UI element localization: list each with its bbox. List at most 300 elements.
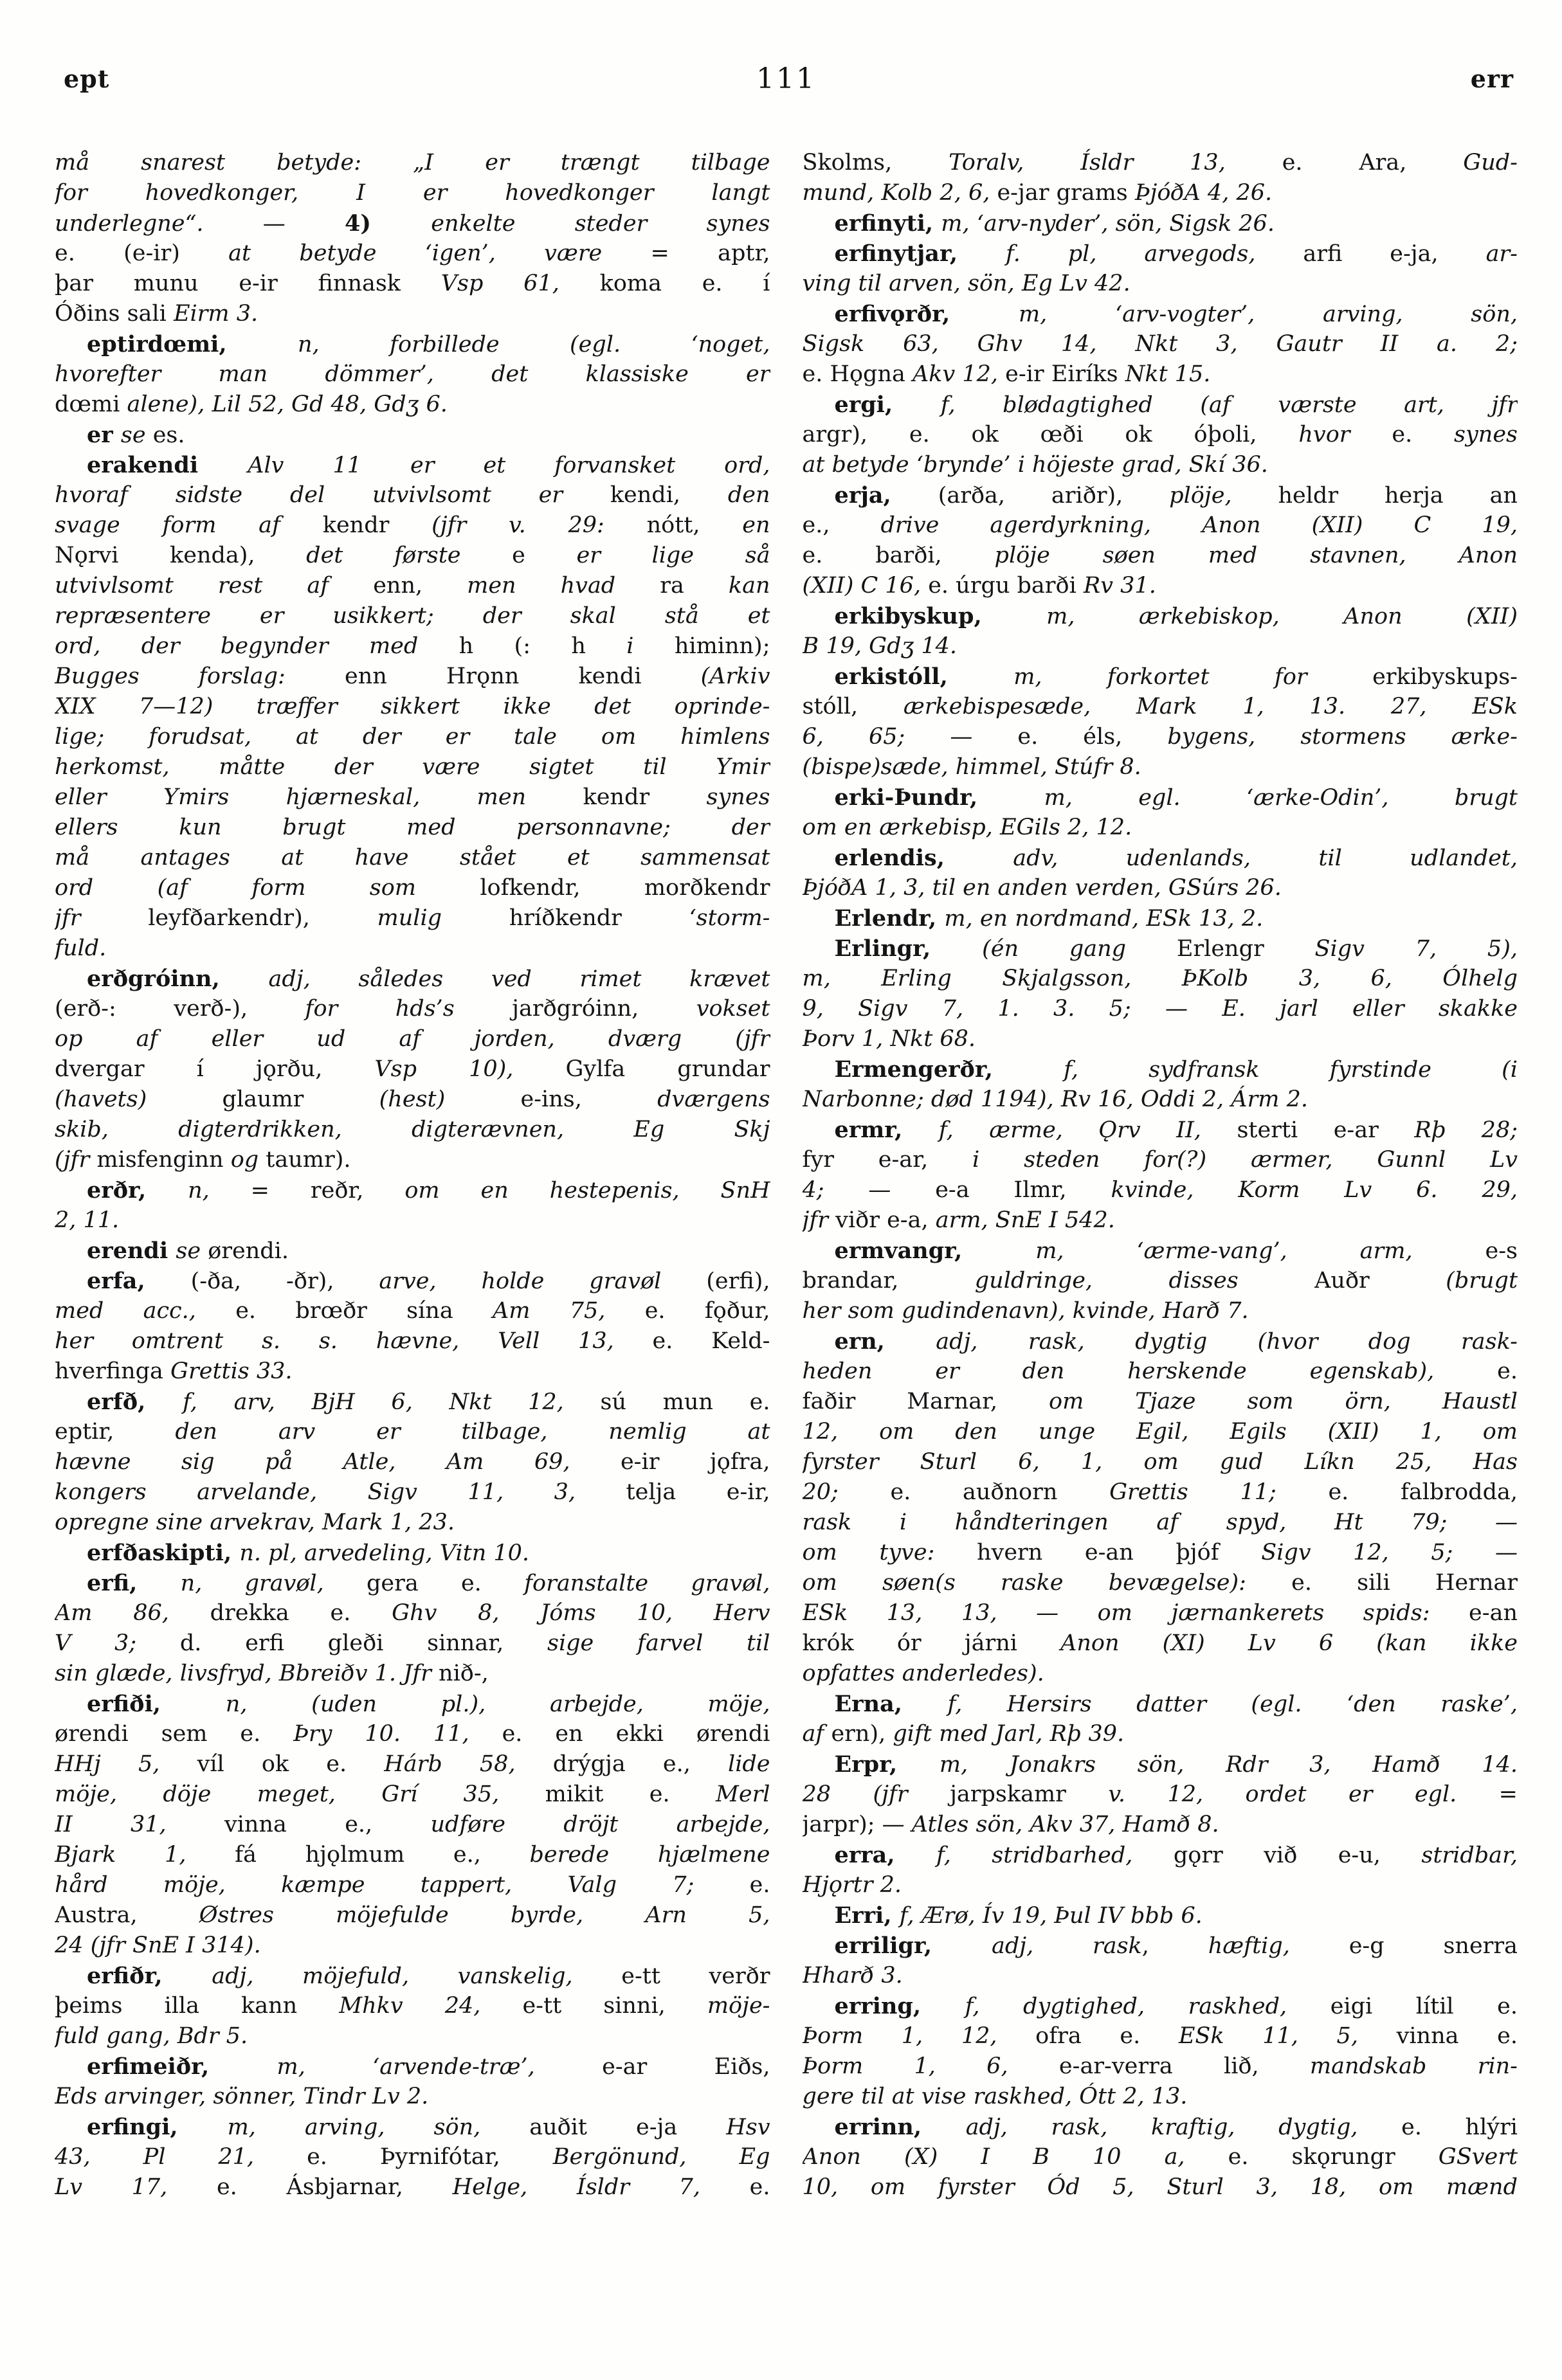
text-segment: II 31, — [55, 1812, 224, 1837]
text-line — [803, 722, 1518, 752]
text-segment: m, ‘arv-vogter’, arving, sön, — [1018, 302, 1518, 327]
text-segment: det første — [306, 543, 513, 568]
text-segment: e-ar Eiðs, — [602, 2054, 770, 2080]
text-segment: 28 (jfr — [802, 1781, 950, 1807]
text-segment: mund, Kolb 2, 6, — [802, 180, 997, 206]
text-segment: Toralv, Ísldr 13, — [949, 150, 1282, 176]
headword: erfimeiðr, — [87, 2053, 277, 2080]
text-line — [803, 2112, 1518, 2142]
text-segment: (bispe)sæde, himmel, Stúfr 8. — [802, 754, 1141, 780]
text-segment: e. skǫrungr — [1228, 2144, 1439, 2170]
text-segment: Þorm 1, 12, — [802, 2023, 1036, 2049]
text-segment: 10, om fyrster Ód 5, Sturl 3, 18, om mænd — [802, 2174, 1518, 2200]
text-line — [55, 1447, 770, 1477]
text-line — [55, 450, 770, 480]
text-segment: jfr — [55, 905, 149, 931]
left-column — [55, 148, 770, 2203]
headword: erfivǫrðr, — [834, 301, 1019, 327]
text-segment: (XII) C 16, — [802, 573, 929, 599]
headword: erfinyti, — [834, 210, 941, 237]
text-line — [803, 903, 1518, 933]
text-segment: foranstalte gravøl, — [524, 1571, 770, 1596]
headword: erfiði, — [87, 1691, 226, 1717]
text-line — [803, 1175, 1518, 1205]
text-line — [55, 2112, 770, 2142]
headword: erra, — [834, 1842, 937, 1868]
text-line — [803, 359, 1518, 390]
headword: Erpr, — [834, 1751, 940, 1778]
text-segment: Nǫrvi kenda), — [55, 543, 307, 568]
headword: erlendis, — [834, 845, 1013, 871]
text-segment: m, en nordmand, ESk 13, 2. — [944, 906, 1264, 932]
text-line — [55, 1659, 770, 1689]
text-segment: Sigv 7, 5), — [1314, 936, 1518, 962]
text-segment: f, sydfransk fyrstinde (i — [1064, 1057, 1518, 1083]
text-segment: e. Keld- — [652, 1328, 770, 1354]
text-segment: e. úrgu barði — [928, 573, 1084, 599]
text-segment: Helge, Ísldr 7, — [452, 2174, 750, 2200]
text-segment: (Arkiv — [700, 663, 770, 689]
headword: Erlendr, — [834, 905, 945, 932]
text-segment: gere til at vise raskhed, Ótt 2, 13. — [802, 2084, 1188, 2109]
text-line — [803, 178, 1518, 208]
text-segment: men hvad — [467, 573, 660, 599]
text-line — [803, 1719, 1518, 1749]
text-segment: B 19, Gdʒ 14. — [802, 633, 958, 659]
text-segment: e. — [1392, 422, 1455, 447]
text-segment: ving til arven, sön, Eg Lv 42. — [802, 271, 1131, 296]
text-segment: om søen(s raske bevægelse): — [802, 1570, 1292, 1596]
text-segment: f, dygtighed, raskhed, — [965, 1994, 1330, 2019]
headword: Erri, — [834, 1902, 900, 1929]
text-segment: af — [802, 1721, 831, 1747]
text-line — [55, 1266, 770, 1296]
text-segment: enn Hrǫnn kendi — [344, 663, 701, 689]
text-segment: er lige så — [576, 543, 770, 568]
text-segment: Anon (XI) Lv 6 (kan ikke — [1060, 1630, 1518, 1656]
text-line — [55, 1780, 770, 1810]
text-segment: se — [176, 1238, 208, 1264]
text-line — [55, 994, 770, 1024]
text-line — [55, 148, 770, 178]
text-segment: m, forkortet for — [1013, 664, 1373, 690]
text-segment: jfr — [802, 1207, 836, 1233]
text-segment: Bjark 1, — [55, 1842, 235, 1868]
text-segment: faðir Marnar, — [802, 1389, 1049, 1414]
text-line — [55, 813, 770, 843]
text-segment: heden er den herskende egenskab), — [802, 1358, 1498, 1384]
text-line — [55, 662, 770, 692]
text-segment: 43, Pl 21, — [55, 2144, 307, 2170]
text-line — [55, 1024, 770, 1054]
text-segment: om en ærkebisp, EGils 2, 12. — [802, 815, 1132, 840]
text-segment: og — [230, 1147, 266, 1173]
text-segment: koma e. í — [599, 271, 770, 296]
text-segment: kendr — [322, 512, 432, 538]
text-line — [55, 782, 770, 813]
text-line — [55, 2051, 770, 2082]
text-segment: m, Erling Skjalgsson, ÞKolb 3, 6, Ólhelg — [802, 966, 1518, 991]
text-segment: f, blødagtighed (af værste art, jfr — [940, 392, 1518, 418]
text-segment: hríðkendr — [509, 905, 689, 931]
text-columns — [55, 148, 1518, 2203]
text-segment: Am 86, — [55, 1600, 210, 1626]
text-segment: Sigv 12, 5; — — [1261, 1540, 1518, 1565]
text-segment: 4; — — [802, 1177, 936, 1203]
headword: erendi — [87, 1238, 176, 1264]
text-line — [803, 601, 1518, 631]
text-segment: möje- — [707, 1993, 770, 2019]
text-segment: synes — [706, 784, 770, 810]
text-segment: mandskab rin- — [1309, 2053, 1518, 2079]
text-segment: m, ærkebiskop, Anon (XII) — [1046, 604, 1518, 629]
text-segment: e. falbrodda, — [1328, 1479, 1518, 1505]
text-segment: ar- — [1485, 241, 1518, 267]
text-segment: Auðr — [1314, 1268, 1446, 1294]
text-segment: möje, döje meget, Grí 35, — [55, 1781, 545, 1807]
text-segment: Akv 12, — [913, 361, 1006, 387]
text-segment: enn, — [373, 573, 468, 599]
text-segment: = reðr, — [250, 1178, 405, 1204]
text-line — [803, 631, 1518, 662]
text-segment: en — [742, 512, 770, 538]
text-segment: e-ir jǫfra, — [620, 1449, 770, 1475]
text-segment: v. 12, ordet er egl. = — [1108, 1781, 1518, 1807]
text-segment: (arða, ariðr), — [938, 483, 1170, 509]
text-segment: e. — [749, 1872, 770, 1898]
text-segment: mikit e. — [545, 1781, 716, 1807]
text-segment: argr), e. ok œði ok óþoli, — [802, 422, 1299, 447]
text-line — [55, 601, 770, 631]
text-segment: drýgja e., — [552, 1751, 728, 1777]
headword: 4) — [345, 210, 431, 237]
text-segment: Hjǫrtr 2. — [802, 1872, 902, 1898]
text-segment: enkelte steder synes — [431, 211, 770, 237]
text-segment: Sigsk 63, Ghv 14, Nkt 3, Gautr II a. 2; — [802, 331, 1518, 357]
text-line — [803, 1115, 1518, 1145]
text-line — [803, 2021, 1518, 2051]
text-segment: svage form af — [55, 512, 323, 538]
text-segment: hævne sig på Atle, Am 69, — [55, 1449, 621, 1475]
text-line — [803, 1447, 1518, 1477]
text-segment: Lv 17, — [55, 2174, 217, 2200]
text-line — [803, 1357, 1518, 1387]
text-segment: nótt, — [646, 512, 743, 538]
text-segment: sú mun e. — [600, 1389, 770, 1415]
text-segment: ESk 13, 13, — om jærnankerets spids: — [802, 1600, 1469, 1626]
text-line — [55, 1840, 770, 1870]
text-line — [803, 329, 1518, 359]
text-line — [803, 1538, 1518, 1568]
text-line — [803, 1780, 1518, 1810]
text-line — [55, 359, 770, 390]
headword: erðgróinn, — [87, 966, 269, 992]
text-segment: e. sili Hernar — [1291, 1570, 1518, 1596]
text-line — [55, 692, 770, 722]
text-segment: lige; forudsat, at der er tale om himlens — [55, 724, 770, 750]
text-segment: med acc., — [55, 1298, 236, 1324]
text-segment: glaumr — [222, 1086, 379, 1112]
text-segment: gera e. — [367, 1571, 525, 1596]
text-line — [55, 1175, 770, 1205]
text-line — [55, 1810, 770, 1840]
text-segment: þar munu e-ir finnask — [55, 271, 441, 296]
text-line — [803, 1961, 1518, 1991]
text-segment: Austra, — [55, 1902, 199, 1928]
text-line — [803, 390, 1518, 420]
text-segment: 6, 65; — — [802, 724, 1018, 750]
text-line — [55, 903, 770, 933]
text-line — [803, 1870, 1518, 1900]
text-line — [803, 510, 1518, 541]
text-line — [803, 662, 1518, 692]
text-segment: Merl — [716, 1781, 770, 1807]
text-segment: (hest) — [379, 1086, 521, 1112]
text-segment: e-ir Eiríks — [1005, 361, 1125, 387]
text-segment: Erlengr — [1176, 936, 1315, 962]
page-number: 111 — [756, 62, 816, 95]
text-segment: drekka e. — [210, 1600, 392, 1626]
text-line — [803, 1689, 1518, 1719]
text-segment: e-tt verðr — [621, 1963, 770, 1989]
text-segment: for hds’s — [305, 996, 513, 1022]
text-segment: víl ok e. — [197, 1751, 385, 1777]
headword: ergi, — [834, 392, 941, 418]
text-segment: Ghv 8, Jóms 10, Herv — [392, 1600, 770, 1626]
text-line — [803, 752, 1518, 782]
text-segment: Rþ 28; — [1414, 1117, 1518, 1143]
text-line — [803, 1236, 1518, 1266]
text-segment: 24 (jfr SnE I 314). — [55, 1933, 261, 1958]
text-line — [55, 299, 770, 329]
text-segment: opfattes anderledes). — [802, 1661, 1044, 1686]
text-segment: berede hjælmene — [529, 1842, 770, 1868]
text-line — [55, 1961, 770, 1991]
text-line — [55, 1870, 770, 1900]
text-segment: se — [120, 422, 153, 448]
text-segment: jarpr); — [802, 1812, 882, 1837]
text-segment: fá hjǫlmum e., — [235, 1842, 530, 1868]
text-segment: adj, således ved rimet krævet — [268, 966, 770, 992]
headword: erring, — [834, 1993, 965, 2019]
text-segment: eigi lítil e. — [1330, 1994, 1518, 2019]
text-segment: Þorv 1, Nkt 68. — [802, 1026, 976, 1052]
text-segment: vinna e., — [224, 1812, 431, 1837]
text-line — [55, 1054, 770, 1085]
text-segment: rask i håndteringen af spyd, Ht 79; — — [802, 1510, 1518, 1535]
text-line — [803, 1054, 1518, 1085]
text-line — [55, 1205, 770, 1236]
text-segment: adj, rask — [991, 1933, 1142, 1959]
text-segment: Hárb 58, — [384, 1751, 553, 1777]
text-segment: sterti e-ar — [1237, 1117, 1415, 1143]
text-line — [55, 2142, 770, 2172]
text-line — [55, 1296, 770, 1326]
text-segment: f, ærme, Ǫrv II, — [938, 1117, 1237, 1143]
text-segment: (brugt — [1446, 1268, 1518, 1294]
text-line — [55, 1145, 770, 1175]
headword: erriligr, — [834, 1933, 992, 1959]
text-segment: e. auðnorn — [890, 1479, 1110, 1505]
text-line — [803, 1024, 1518, 1054]
text-segment: e-a Ilmr, — [935, 1177, 1111, 1203]
headword: Erlingr, — [834, 935, 983, 962]
text-segment: arve, holde gravøl — [379, 1268, 707, 1294]
text-line — [803, 994, 1518, 1024]
text-segment: den arv er tilbage, nemlig at — [175, 1419, 770, 1445]
text-segment: m, ‘ærme-vang’, arm, — [1035, 1238, 1485, 1264]
headword: er — [87, 422, 121, 448]
text-segment: Skolms, — [802, 150, 949, 176]
headword: erfi, — [87, 1570, 181, 1596]
text-segment: at betyde ‘igen’, være — [228, 240, 651, 266]
text-line — [55, 1477, 770, 1508]
text-segment: ofra e. — [1035, 2023, 1179, 2049]
headword: errinn, — [834, 2114, 966, 2140]
text-line — [55, 2082, 770, 2112]
text-line — [803, 571, 1518, 601]
text-segment: dvergar í jǫrðu, — [55, 1056, 375, 1082]
text-segment: skib, digterdrikken, digterævnen, Eg Skj — [55, 1117, 770, 1142]
text-segment: e. fǫður, — [644, 1298, 770, 1324]
text-line — [55, 510, 770, 541]
text-line — [803, 2142, 1518, 2172]
text-line — [803, 480, 1518, 510]
text-segment: ESk 11, 5, — [1178, 2023, 1397, 2049]
text-segment: ÞjóðA 4, 26. — [1134, 180, 1273, 206]
text-line — [55, 1508, 770, 1538]
text-line — [803, 1659, 1518, 1689]
text-segment: kvinde, Korm Lv 6. 29, — [1111, 1177, 1518, 1203]
text-line — [55, 1417, 770, 1447]
text-segment: må snarest betyde: „I er trængt tilbage — [55, 150, 770, 176]
text-segment: hvern e-an þjóf — [977, 1540, 1262, 1565]
text-segment: e. (e-ir) — [55, 240, 229, 266]
text-segment: (én gang — [982, 936, 1177, 962]
text-segment: Þry 10. 11, — [293, 1721, 502, 1747]
text-line — [803, 1991, 1518, 2021]
text-segment: gift med Jarl, Rþ 39. — [893, 1721, 1125, 1747]
text-segment: himinn); — [674, 633, 770, 659]
text-segment: þeims illa kann — [55, 1993, 340, 2019]
text-segment: m, egl. ‘ærke-Odin’, brugt — [1044, 785, 1518, 811]
text-segment: herkomst, måtte der være sigtet til Ymir — [55, 754, 770, 780]
text-segment: kongers arvelande, Sigv 11, 3, — [55, 1479, 626, 1505]
text-segment: misfenginn — [96, 1147, 231, 1173]
text-line — [803, 813, 1518, 843]
text-segment: Vsp 61, — [440, 271, 600, 296]
text-line — [55, 208, 770, 239]
headword: erkibyskup, — [834, 603, 1047, 629]
text-line — [55, 178, 770, 208]
text-line — [803, 782, 1518, 813]
text-segment: n, forbillede (egl. ‘noget, — [298, 332, 770, 357]
headword: erfiðr, — [87, 1963, 212, 1989]
text-line — [55, 1931, 770, 1961]
text-segment: om tyve: — [802, 1540, 977, 1565]
text-segment: gǫrr við e-u, — [1173, 1843, 1422, 1868]
text-segment: e-jar grams — [997, 180, 1135, 206]
text-line — [55, 1749, 770, 1780]
text-line — [803, 843, 1518, 873]
text-segment: synes — [1454, 422, 1518, 447]
text-segment: eptir, — [55, 1419, 176, 1445]
text-segment: e — [512, 543, 577, 568]
text-segment: ÞjóðA 1, 3, til en anden verden, GSúrs 26. — [802, 875, 1282, 901]
text-line — [803, 1568, 1518, 1598]
text-line — [803, 1296, 1518, 1326]
text-line — [55, 480, 770, 510]
text-line — [55, 571, 770, 601]
text-segment: ord (af form som — [55, 875, 480, 901]
text-segment: at betyde ‘brynde’ i höjeste grad, Skí 36. — [802, 452, 1268, 478]
text-segment: Grettis 33. — [170, 1358, 293, 1384]
text-line — [55, 390, 770, 420]
text-segment: ørendi sem e. — [55, 1721, 294, 1747]
text-line — [55, 843, 770, 873]
text-segment: (jfr — [55, 1147, 97, 1173]
text-segment: Mhkv 24, — [339, 1993, 523, 2019]
text-segment: telja e-ir, — [626, 1479, 770, 1505]
text-segment: adj, rask, kraftig, dygtig, — [965, 2114, 1402, 2140]
text-segment: e., — [802, 512, 881, 538]
text-line — [55, 722, 770, 752]
text-segment: , — [1141, 1933, 1208, 1959]
text-segment: i — [626, 633, 675, 659]
text-segment: d. erfi gleði sinnar, — [179, 1630, 547, 1656]
text-line — [55, 1326, 770, 1357]
text-segment: her omtrent s. s. hævne, Vell 13, — [55, 1328, 653, 1354]
text-segment: e. Ara, — [1282, 150, 1464, 176]
text-line — [803, 1900, 1518, 1931]
text-line — [55, 631, 770, 662]
text-line — [803, 964, 1518, 994]
text-line — [55, 541, 770, 571]
text-segment: plöje, — [1169, 483, 1278, 509]
text-segment: e. barði, — [802, 543, 995, 568]
text-segment: lide — [728, 1751, 770, 1777]
running-head-right-keyword: err — [1470, 64, 1514, 93]
text-segment: 12, om den unge Egil, Egils (XII) 1, om — [802, 1419, 1518, 1445]
text-segment: kendi, — [610, 482, 728, 508]
text-line — [55, 964, 770, 994]
text-segment: m, ‘arv-nyder’, sön, Sigsk 26. — [941, 211, 1275, 237]
text-line — [803, 208, 1518, 239]
text-segment: f. pl, arvegods, — [1006, 241, 1303, 267]
text-segment: e. brœðr sína — [235, 1298, 493, 1324]
text-segment: om Tjaze som örn, Haustl — [1049, 1389, 1518, 1414]
text-line — [803, 148, 1518, 178]
text-segment: m, Jonakrs sön, Rdr 3, Hamð 14. — [939, 1752, 1518, 1778]
text-line — [55, 1628, 770, 1659]
text-line — [55, 1538, 770, 1568]
text-segment: Hsv — [726, 2114, 770, 2140]
text-segment: arm, SnE I 542. — [935, 1207, 1115, 1233]
text-segment: GSvert — [1438, 2144, 1518, 2170]
text-segment: hvorefter man dömmer’, det klassiske er — [55, 361, 770, 387]
text-segment: op af eller ud af jorden, dværg (jfr — [55, 1026, 770, 1052]
text-segment: n, (uden pl.), arbejde, möje, — [225, 1691, 770, 1717]
text-segment: dværgens — [657, 1086, 770, 1112]
text-segment: f, stridbarhed, — [936, 1843, 1174, 1868]
text-segment: Óðins sali — [55, 301, 174, 327]
text-segment: Narbonne; død 1194), Rv 16, Oddi 2, Árm 2. — [802, 1086, 1308, 1112]
text-segment: ærkebispesæde, Mark 1, 13. 27, ESk — [903, 694, 1518, 719]
text-segment: e-tt sinni, — [522, 1993, 707, 2019]
headword: erfðaskipti, — [87, 1540, 240, 1566]
text-segment: f, Ærø, Ív 19, Þul IV bbb 6. — [899, 1903, 1203, 1929]
text-line — [803, 1417, 1518, 1447]
